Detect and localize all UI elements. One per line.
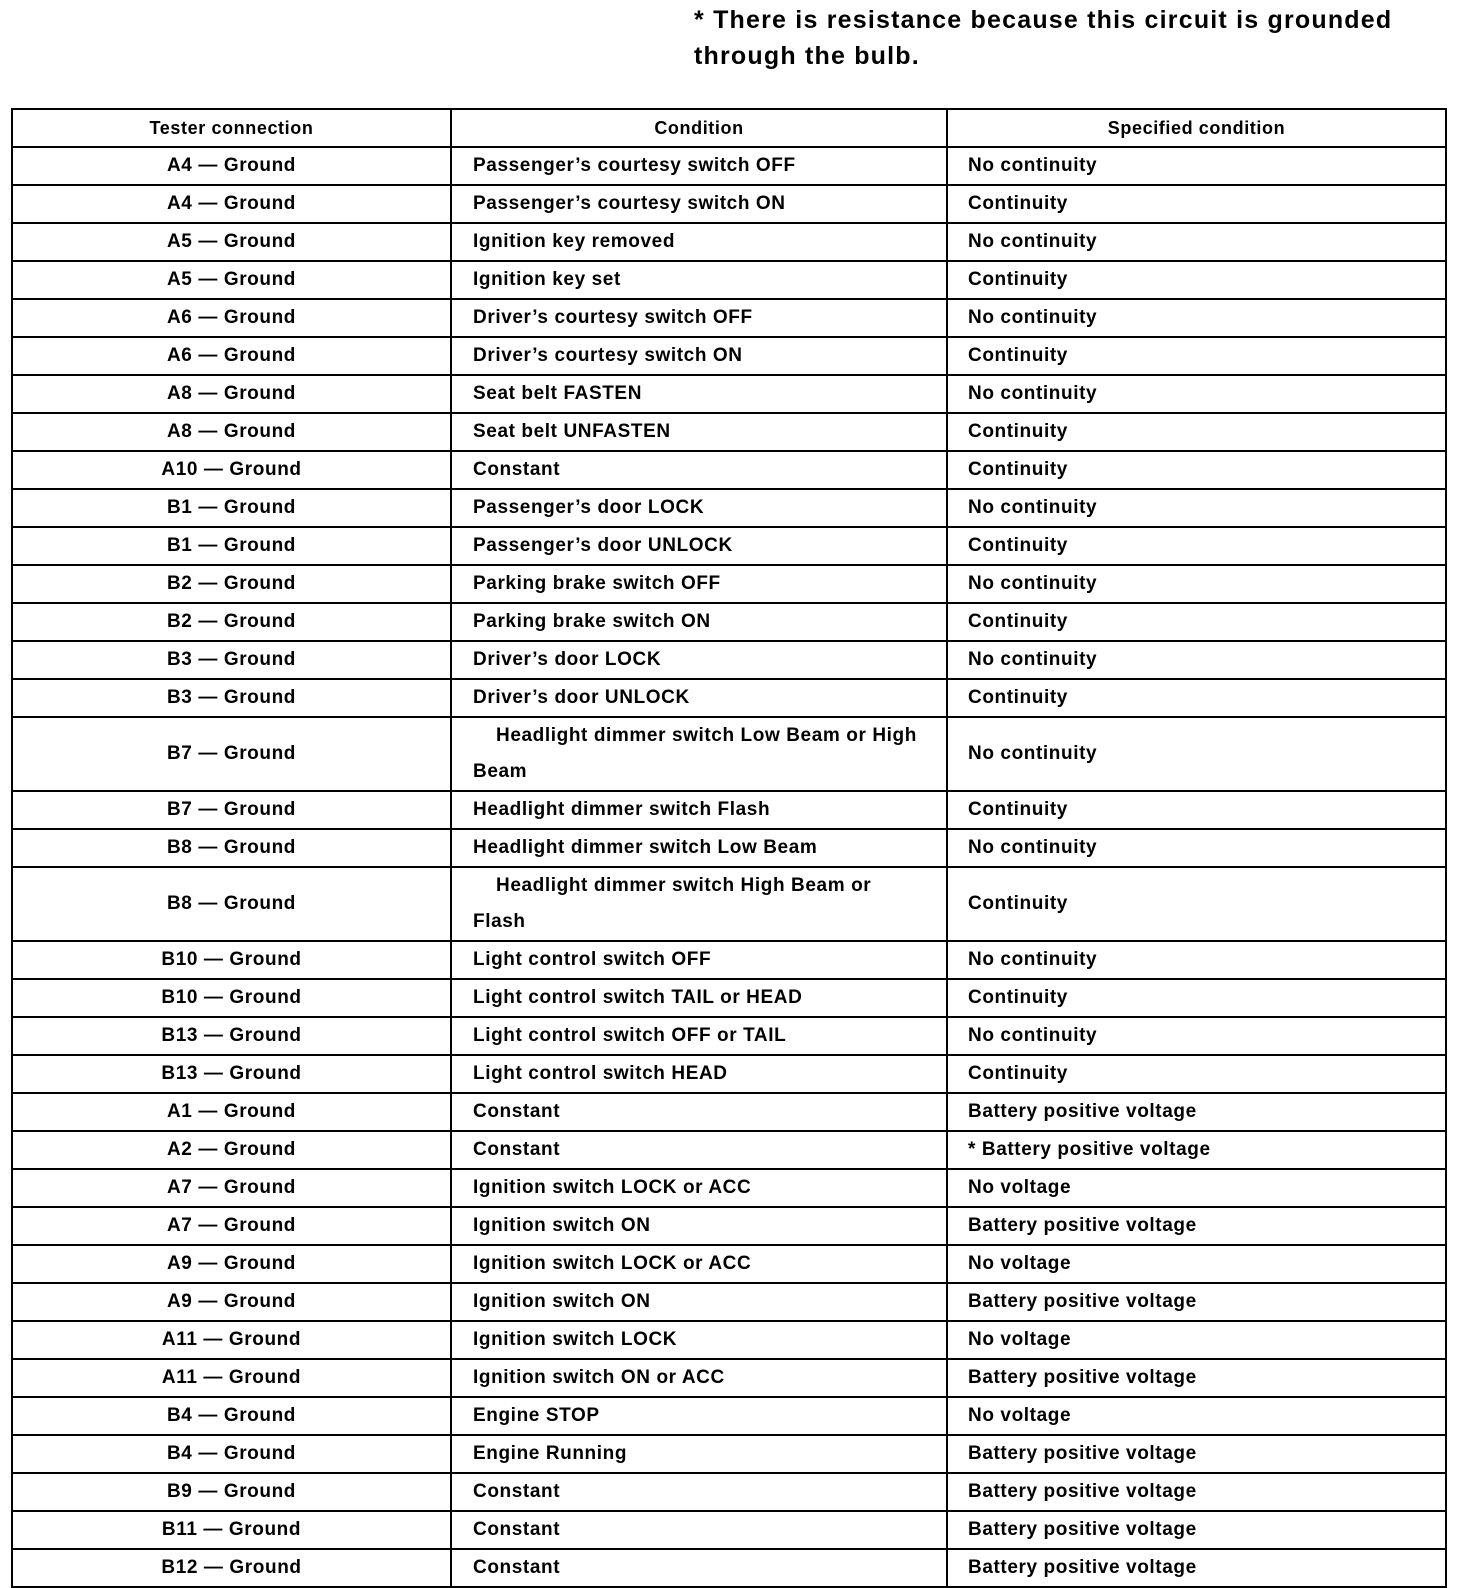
table-row xyxy=(12,261,1446,299)
table-row xyxy=(12,185,1446,223)
tester-connection-cell: B8 — Ground xyxy=(12,829,451,867)
specified-condition-cell: Battery positive voltage xyxy=(947,1359,1446,1397)
table-row xyxy=(12,1359,1446,1397)
condition-cell: Constant xyxy=(451,1549,947,1587)
specified-condition-cell: No continuity xyxy=(947,299,1446,337)
condition-cell: Ignition switch ON xyxy=(451,1207,947,1245)
tester-connection-cell: A5 — Ground xyxy=(12,223,451,261)
table-row xyxy=(12,565,1446,603)
tester-connection-cell: B7 — Ground xyxy=(12,717,451,791)
specified-condition-cell: Continuity xyxy=(947,679,1446,717)
specified-condition-cell: No continuity xyxy=(947,941,1446,979)
condition-cell: Ignition switch ON xyxy=(451,1283,947,1321)
table-row xyxy=(12,867,1446,941)
tester-connection-cell: B10 — Ground xyxy=(12,941,451,979)
table-row xyxy=(12,1397,1446,1435)
specified-condition-cell: Continuity xyxy=(947,603,1446,641)
table-row xyxy=(12,717,1446,791)
specified-condition-cell: Battery positive voltage xyxy=(947,1093,1446,1131)
condition-cell: Constant xyxy=(451,1093,947,1131)
condition-cell: Driver’s courtesy switch OFF xyxy=(451,299,947,337)
condition-cell: Parking brake switch ON xyxy=(451,603,947,641)
condition-cell: Ignition switch LOCK or ACC xyxy=(451,1169,947,1207)
tester-connection-cell: A11 — Ground xyxy=(12,1321,451,1359)
table-row xyxy=(12,147,1446,185)
condition-cell: Headlight dimmer switch High Beam or Flash xyxy=(451,867,947,941)
condition-cell: Parking brake switch OFF xyxy=(451,565,947,603)
specified-condition-cell: No continuity xyxy=(947,489,1446,527)
table-body xyxy=(12,147,1446,1587)
specified-condition-cell: Battery positive voltage xyxy=(947,1435,1446,1473)
tester-connection-cell: B4 — Ground xyxy=(12,1397,451,1435)
specified-condition-cell: No voltage xyxy=(947,1397,1446,1435)
condition-cell: Passenger’s door LOCK xyxy=(451,489,947,527)
specified-condition-cell: Continuity xyxy=(947,185,1446,223)
specified-condition-cell: No continuity xyxy=(947,147,1446,185)
tester-connection-cell: B4 — Ground xyxy=(12,1435,451,1473)
table-row xyxy=(12,1283,1446,1321)
tester-connection-cell: B3 — Ground xyxy=(12,679,451,717)
tester-connection-cell: B7 — Ground xyxy=(12,791,451,829)
tester-connection-cell: A9 — Ground xyxy=(12,1283,451,1321)
specified-condition-cell: Continuity xyxy=(947,791,1446,829)
condition-cell: Ignition key set xyxy=(451,261,947,299)
specified-condition-cell: Battery positive voltage xyxy=(947,1511,1446,1549)
tester-connection-cell: A4 — Ground xyxy=(12,185,451,223)
tester-connection-cell: B3 — Ground xyxy=(12,641,451,679)
condition-cell: Constant xyxy=(451,1473,947,1511)
specified-condition-cell: Continuity xyxy=(947,413,1446,451)
specified-condition-cell: No voltage xyxy=(947,1169,1446,1207)
footnote-text: * There is resistance because this circuit is grounded through the bulb. xyxy=(694,6,1393,70)
specified-condition-cell: * Battery positive voltage xyxy=(947,1131,1446,1169)
header-condition: Condition xyxy=(451,109,947,147)
specified-condition-cell: Continuity xyxy=(947,979,1446,1017)
header-tester-connection: Tester connection xyxy=(12,109,451,147)
condition-cell: Headlight dimmer switch Low Beam or High Beam xyxy=(451,717,947,791)
tester-connection-cell: B2 — Ground xyxy=(12,565,451,603)
table-row xyxy=(12,1207,1446,1245)
table-row xyxy=(12,1055,1446,1093)
specified-condition-cell: No continuity xyxy=(947,829,1446,867)
table-row xyxy=(12,1511,1446,1549)
specified-condition-cell: Continuity xyxy=(947,1055,1446,1093)
tester-connection-cell: A7 — Ground xyxy=(12,1169,451,1207)
table-row xyxy=(12,829,1446,867)
specified-condition-cell: Battery positive voltage xyxy=(947,1283,1446,1321)
condition-cell: Driver’s door LOCK xyxy=(451,641,947,679)
tester-connection-cell: A6 — Ground xyxy=(12,337,451,375)
condition-cell: Light control switch OFF xyxy=(451,941,947,979)
condition-cell: Ignition switch LOCK xyxy=(451,1321,947,1359)
condition-cell: Light control switch TAIL or HEAD xyxy=(451,979,947,1017)
condition-cell: Ignition switch LOCK or ACC xyxy=(451,1245,947,1283)
condition-cell: Passenger’s door UNLOCK xyxy=(451,527,947,565)
condition-cell: Engine Running xyxy=(451,1435,947,1473)
condition-cell: Seat belt UNFASTEN xyxy=(451,413,947,451)
tester-connection-cell: B8 — Ground xyxy=(12,867,451,941)
condition-cell: Headlight dimmer switch Flash xyxy=(451,791,947,829)
table-row xyxy=(12,223,1446,261)
table-row xyxy=(12,603,1446,641)
tester-connection-cell: A5 — Ground xyxy=(12,261,451,299)
table-row xyxy=(12,299,1446,337)
tester-connection-cell: A10 — Ground xyxy=(12,451,451,489)
condition-cell: Passenger’s courtesy switch OFF xyxy=(451,147,947,185)
table-row xyxy=(12,1473,1446,1511)
table-row xyxy=(12,1435,1446,1473)
table-row xyxy=(12,1549,1446,1587)
tester-connection-cell: B13 — Ground xyxy=(12,1017,451,1055)
table-row xyxy=(12,1131,1446,1169)
table-row xyxy=(12,451,1446,489)
tester-connection-cell: B10 — Ground xyxy=(12,979,451,1017)
tester-connection-cell: A11 — Ground xyxy=(12,1359,451,1397)
tester-connection-cell: B9 — Ground xyxy=(12,1473,451,1511)
table-row xyxy=(12,1093,1446,1131)
tester-connection-cell: B12 — Ground xyxy=(12,1549,451,1587)
table-row xyxy=(12,979,1446,1017)
tester-connection-cell: A8 — Ground xyxy=(12,413,451,451)
condition-cell: Light control switch OFF or TAIL xyxy=(451,1017,947,1055)
table-row xyxy=(12,1017,1446,1055)
table-row xyxy=(12,527,1446,565)
table-row xyxy=(12,1321,1446,1359)
condition-cell: Headlight dimmer switch Low Beam xyxy=(451,829,947,867)
tester-connection-cell: B1 — Ground xyxy=(12,527,451,565)
tester-connection-cell: A4 — Ground xyxy=(12,147,451,185)
table-row xyxy=(12,489,1446,527)
tester-connection-cell: A6 — Ground xyxy=(12,299,451,337)
condition-cell: Ignition switch ON or ACC xyxy=(451,1359,947,1397)
specified-condition-cell: No continuity xyxy=(947,565,1446,603)
specified-condition-cell: No continuity xyxy=(947,223,1446,261)
tester-connection-cell: A1 — Ground xyxy=(12,1093,451,1131)
specified-condition-cell: Battery positive voltage xyxy=(947,1473,1446,1511)
table-row xyxy=(12,413,1446,451)
condition-cell: Driver’s courtesy switch ON xyxy=(451,337,947,375)
header-specified-condition: Specified condition xyxy=(947,109,1446,147)
specified-condition-cell: Continuity xyxy=(947,527,1446,565)
table-row xyxy=(12,679,1446,717)
specified-condition-cell: Continuity xyxy=(947,451,1446,489)
specified-condition-cell: Continuity xyxy=(947,337,1446,375)
tester-connection-cell: A8 — Ground xyxy=(12,375,451,413)
condition-cell: Seat belt FASTEN xyxy=(451,375,947,413)
table-row xyxy=(12,1245,1446,1283)
condition-cell: Constant xyxy=(451,1511,947,1549)
specified-condition-cell: Continuity xyxy=(947,261,1446,299)
table-row xyxy=(12,375,1446,413)
condition-cell: Ignition key removed xyxy=(451,223,947,261)
specified-condition-cell: Battery positive voltage xyxy=(947,1549,1446,1587)
condition-cell: Constant xyxy=(451,1131,947,1169)
table-row xyxy=(12,791,1446,829)
condition-cell: Constant xyxy=(451,451,947,489)
specified-condition-cell: No continuity xyxy=(947,641,1446,679)
inspection-table xyxy=(11,108,1447,1588)
tester-connection-cell: A7 — Ground xyxy=(12,1207,451,1245)
tester-connection-cell: A2 — Ground xyxy=(12,1131,451,1169)
table-header xyxy=(12,109,1446,147)
condition-cell: Driver’s door UNLOCK xyxy=(451,679,947,717)
condition-cell: Light control switch HEAD xyxy=(451,1055,947,1093)
specified-condition-cell: Continuity xyxy=(947,867,1446,941)
specified-condition-cell: No continuity xyxy=(947,1017,1446,1055)
tester-connection-cell: B2 — Ground xyxy=(12,603,451,641)
specified-condition-cell: No continuity xyxy=(947,375,1446,413)
specified-condition-cell: No voltage xyxy=(947,1321,1446,1359)
specified-condition-cell: Battery positive voltage xyxy=(947,1207,1446,1245)
condition-cell: Engine STOP xyxy=(451,1397,947,1435)
tester-connection-cell: B1 — Ground xyxy=(12,489,451,527)
table-row xyxy=(12,1169,1446,1207)
table-row xyxy=(12,641,1446,679)
table-row xyxy=(12,941,1446,979)
specified-condition-cell: No voltage xyxy=(947,1245,1446,1283)
tester-connection-cell: B11 — Ground xyxy=(12,1511,451,1549)
specified-condition-cell: No continuity xyxy=(947,717,1446,791)
tester-connection-cell: B13 — Ground xyxy=(12,1055,451,1093)
condition-cell: Passenger’s courtesy switch ON xyxy=(451,185,947,223)
header-row xyxy=(12,109,1446,147)
table-row xyxy=(12,337,1446,375)
tester-connection-cell: A9 — Ground xyxy=(12,1245,451,1283)
